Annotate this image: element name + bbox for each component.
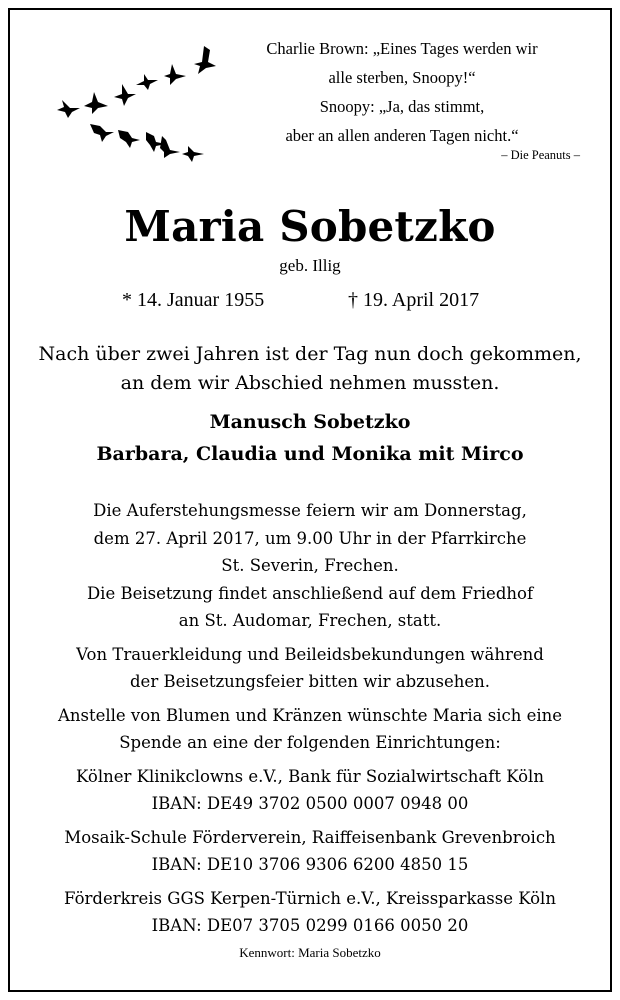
family-line: Manusch Sobetzko [209,411,411,433]
intro-line: Nach über zwei Jahren ist der Tag nun doch gekommen, [38,343,582,365]
quote-line: Snoopy: „Ja, das stimmt, [319,97,485,116]
service-line: an St. Audomar, Frechen, statt. [178,611,442,630]
service-line: St. Severin, Frechen. [221,556,399,575]
charity-iban: IBAN: DE49 3702 0500 0007 0948 00 [151,794,469,813]
keyword-note: Kennwort: Maria Sobetzko [239,945,381,960]
request-line: der Beisetzungsfeier bitten wir abzusehen. [130,672,490,691]
peanuts-quote [222,34,582,150]
charity-iban: IBAN: DE10 3706 9306 6200 4850 15 [151,855,469,874]
death-date: † 19. April 2017 [348,289,480,311]
family-names [0,406,620,470]
charity-name: Mosaik-Schule Förderverein, Raiffeisenbank Grevenbroich [64,827,556,847]
quote-line: Charlie Brown: „Eines Tages werden wir [266,39,538,58]
charity-name: Förderkreis GGS Kerpen-Türnich e.V., Kreissparkasse Köln [64,888,556,908]
birth-date: * 14. Januar 1955 [122,289,265,311]
service-line: dem 27. April 2017, um 9.00 Uhr in der Pfarrkirche [93,528,527,548]
intro-line: an dem wir Abschied nehmen mussten. [120,372,500,394]
quote-line: aber an allen anderen Tagen nicht.“ [285,126,519,145]
birth-name: geb. Illig [279,256,341,275]
flying-birds-icon [44,38,224,168]
donation-line: Anstelle von Blumen und Kränzen wünschte Maria sich eine [57,705,563,725]
quote-line: alle sterben, Snoopy!“ [328,68,476,87]
service-info [0,497,620,940]
donation-line: Spende an eine der folgenden Einrichtungen: [119,733,501,752]
request-line: Von Trauerkleidung und Beileidsbekundungen während [76,644,544,664]
quote-source: – Die Peanuts – [501,148,580,162]
charity-name: Kölner Klinikclowns e.V., Bank für Sozialwirtschaft Köln [76,766,544,786]
charity-iban: IBAN: DE07 3705 0299 0166 0050 20 [151,916,469,935]
family-line: Barbara, Claudia und Monika mit Mirco [96,443,524,465]
service-line: Die Beisetzung findet anschließend auf dem Friedhof [86,583,534,603]
deceased-name: Maria Sobetzko [124,202,496,251]
intro-text [0,340,620,398]
service-line: Die Auferstehungsmesse feiern wir am Donnerstag, [93,501,527,520]
